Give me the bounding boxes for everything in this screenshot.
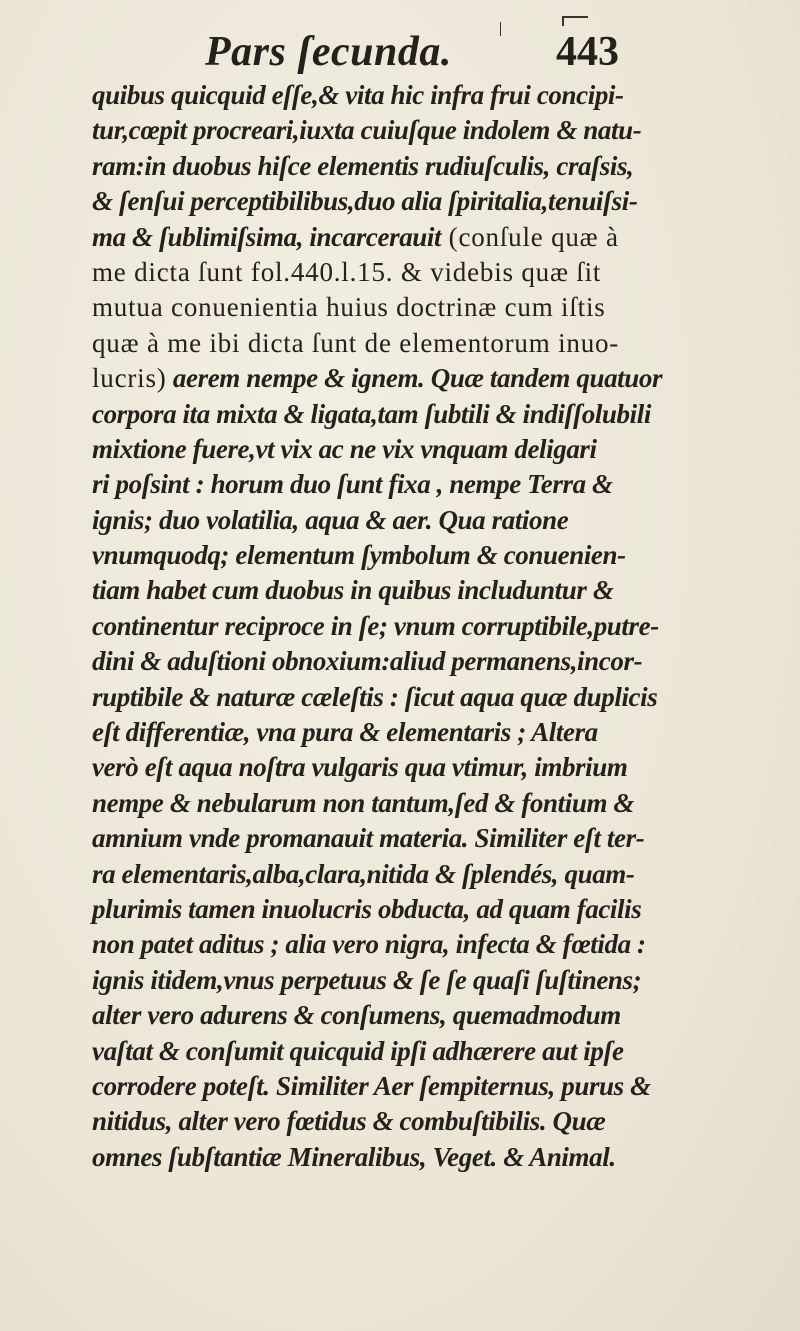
text-segment: ignis itidem,vnus perpetuus & ſe ſe quaſi ſuſtinens; — [92, 964, 642, 995]
text-line — [92, 1140, 702, 1175]
text-line — [92, 644, 702, 679]
text-segment: (conſule quæ à — [441, 221, 619, 252]
text-line — [92, 326, 702, 361]
text-segment: vaſtat & conſumit quicquid ipſi adhærere aut ipſe — [92, 1035, 624, 1066]
text-segment: non patet aditus ; alia vero nigra, infecta & fœtida : — [92, 929, 646, 960]
text-segment: me dicta ſunt fol.440.l.15. & videbis quæ ſit — [92, 256, 602, 287]
text-line — [92, 857, 702, 892]
text-segment: & ſenſui perceptibilibus,duo alia ſpiritalia,tenuiſsi- — [92, 186, 638, 217]
text-segment: ram:in duobus hiſce elementis rudiuſculis, craſsis, — [92, 150, 634, 181]
text-segment: plurimis tamen inuolucris obducta, ad quam facilis — [92, 893, 642, 924]
text-line — [92, 609, 702, 644]
text-line — [92, 78, 702, 113]
text-segment: mutua conuenientia huius doctrinæ cum iſtis — [92, 292, 606, 323]
text-line — [92, 290, 702, 325]
running-title: Pars ſecunda. — [205, 29, 452, 75]
text-line — [92, 821, 702, 856]
text-segment: ma & ſublimiſsima, incarcerauit — [92, 221, 442, 252]
text-body — [92, 78, 702, 1175]
text-line — [92, 715, 702, 750]
text-segment: aerem nempe & ignem. Quæ tandem quatuor — [166, 363, 663, 394]
text-line — [92, 149, 702, 184]
printer-mark — [500, 22, 501, 36]
text-line — [92, 1104, 702, 1139]
text-line — [92, 432, 702, 467]
text-line — [92, 220, 702, 255]
text-line — [92, 113, 702, 148]
text-segment: verò eſt aqua noſtra vulgaris qua vtimur, imbrium — [92, 752, 628, 783]
text-segment: corrodere poteſt. Similiter Aer ſempiternus, purus & — [92, 1070, 651, 1101]
text-line — [92, 786, 702, 821]
text-line — [92, 397, 702, 432]
text-line — [92, 1069, 702, 1104]
text-line — [92, 963, 702, 998]
text-segment: tiam habet cum duobus in quibus includuntur & — [92, 575, 614, 606]
text-segment: quæ à me ibi dicta ſunt de elementorum inuo- — [92, 327, 620, 358]
text-line — [92, 255, 702, 290]
text-segment: amnium vnde promanauit materia. Similiter eſt ter- — [92, 823, 645, 854]
text-segment: quibus quicquid eſſe,& vita hic infra frui concipi- — [92, 80, 624, 110]
text-line — [92, 892, 702, 927]
text-segment: corpora ita mixta & ligata,tam ſubtili & indiſſolubili — [92, 398, 651, 429]
text-segment: vnumquodq; elementum ſymbolum & conuenien- — [92, 540, 626, 571]
text-segment: dini & aduſtioni obnoxium:aliud permanens,incor- — [92, 646, 643, 677]
text-segment: nempe & nebularum non tantum,ſed & fontium & — [92, 787, 635, 818]
text-line — [92, 467, 702, 502]
text-segment: ri poſsint : horum duo ſunt fixa , nempe Terra & — [92, 469, 613, 500]
text-segment: ra elementaris,alba,clara,nitida & ſplendés, quam- — [92, 858, 635, 889]
text-segment: omnes ſubſtantiæ Mineralibus, Veget. & Animal. — [92, 1141, 616, 1172]
text-segment: continentur reciproce in ſe; vnum corruptibile,putre- — [92, 610, 659, 641]
text-segment: tur,cœpit procreari,iuxta cuiuſque indolem & natu- — [92, 115, 642, 146]
text-line — [92, 927, 702, 962]
text-line — [92, 361, 702, 396]
text-line — [92, 1034, 702, 1069]
text-line — [92, 538, 702, 573]
text-segment: nitidus, alter vero fœtidus & combuſtibilis. Quæ — [92, 1106, 606, 1137]
text-line — [92, 573, 702, 608]
page-number: 443 — [556, 29, 619, 75]
text-line — [92, 750, 702, 785]
text-line — [92, 998, 702, 1033]
text-line — [92, 184, 702, 219]
text-segment: ignis; duo volatilia, aqua & aer. Qua ratione — [92, 504, 569, 535]
text-segment: lucris) — [92, 363, 167, 394]
corner-mark — [562, 16, 588, 26]
text-segment: alter vero adurens & conſumens, quemadmodum — [92, 1000, 621, 1031]
text-segment: ruptibile & naturæ cæleſtis : ſicut aqua quæ duplicis — [92, 681, 658, 712]
text-segment: eſt differentiæ, vna pura & elementaris ; Altera — [92, 717, 598, 748]
page-header — [0, 14, 800, 74]
text-segment: mixtione fuere,vt vix ac ne vix vnquam deligari — [92, 433, 597, 464]
text-line — [92, 503, 702, 538]
text-line — [92, 680, 702, 715]
